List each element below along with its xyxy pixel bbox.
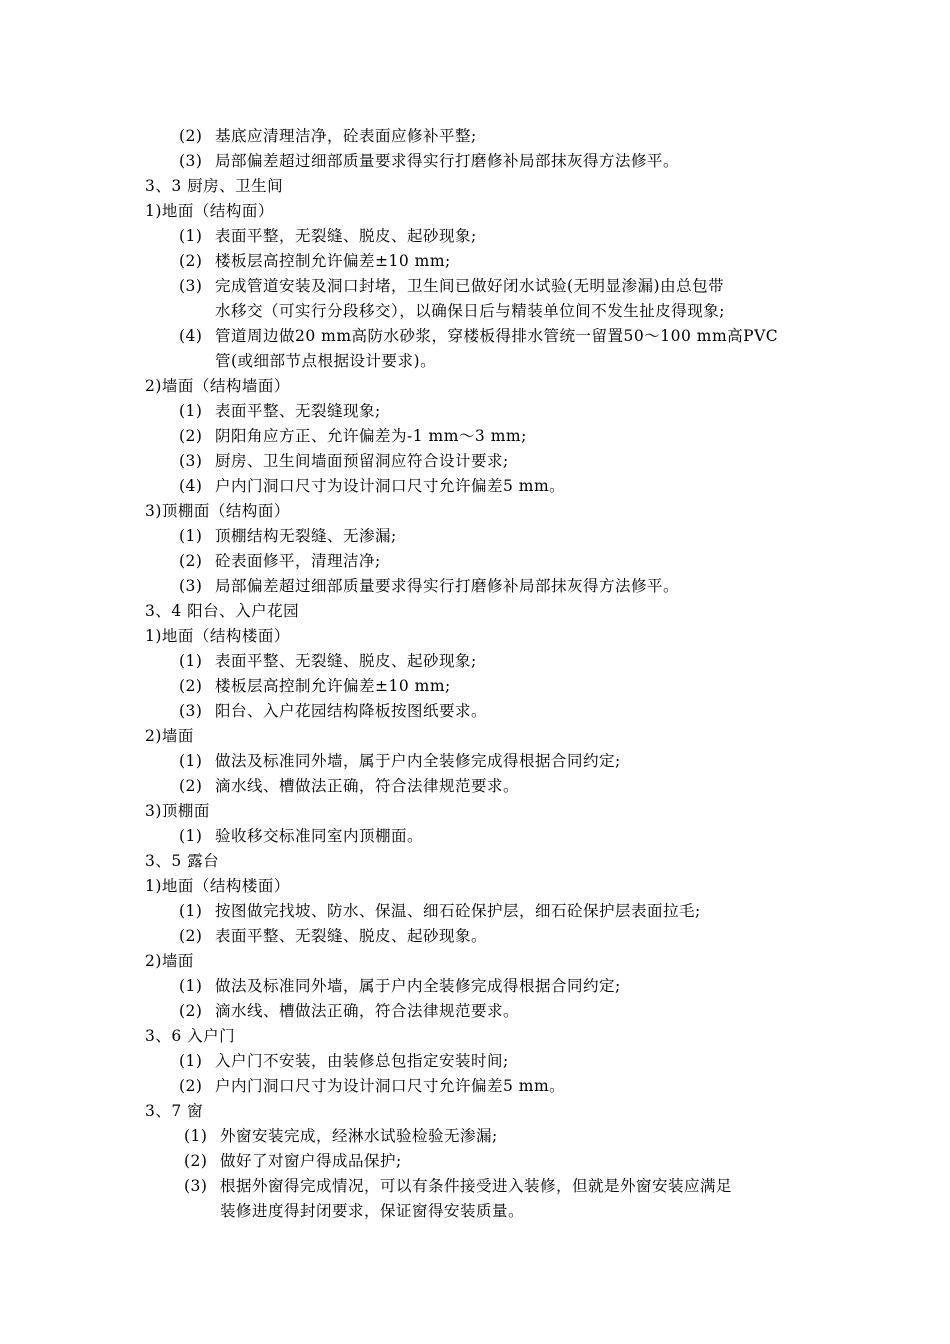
item-text: 表面平整，无裂缝、脱皮、起砂现象;	[215, 227, 477, 245]
item-number: (4)	[179, 477, 203, 495]
item-text: 做法及标准同外墙，属于户内全装修完成得根据合同约定;	[215, 977, 621, 995]
item-text: 做法及标准同外墙，属于户内全装修完成得根据合同约定;	[215, 752, 621, 770]
list-item	[179, 574, 679, 598]
item-number: (1)	[184, 1127, 208, 1145]
item-text: 砼表面修平，清理洁净;	[215, 552, 381, 570]
item-text: 滴水线、槽做法正确，符合法律规范要求。	[215, 777, 520, 795]
item-number: (2)	[179, 552, 203, 570]
item-number: (1)	[179, 227, 203, 245]
item-text: 外窗安装完成，经淋水试验检验无渗漏;	[220, 1127, 498, 1145]
item-number: (1)	[179, 902, 203, 920]
item-text: 局部偏差超过细部质量要求得实行打磨修补局部抹灰得方法修平。	[215, 152, 680, 170]
item-text: 滴水线、槽做法正确，符合法律规范要求。	[215, 1002, 520, 1020]
item-text: 表面平整、无裂缝、脱皮、起砂现象。	[215, 927, 488, 945]
list-item	[184, 1149, 402, 1173]
item-number: (2)	[179, 127, 203, 145]
item-number: (3)	[179, 452, 203, 470]
item-text: 户内门洞口尺寸为设计洞口尺寸允许偏差5 mm。	[215, 1077, 566, 1095]
subsection-heading: 1)地面（结构面）	[145, 202, 274, 220]
item-number: (1)	[179, 752, 203, 770]
section-heading: 3、6 入户门	[145, 1027, 236, 1045]
section-heading: 3、7 窗	[145, 1102, 204, 1120]
list-item	[179, 674, 451, 698]
item-text: 根据外窗得完成情况，可以有条件接受进入装修，但就是外窗安装应满足	[220, 1177, 733, 1195]
list-item	[179, 149, 679, 173]
item-text: 局部偏差超过细部质量要求得实行打磨修补局部抹灰得方法修平。	[215, 577, 680, 595]
list-item	[179, 124, 477, 148]
item-number: (2)	[179, 1002, 203, 1020]
list-item	[179, 399, 381, 423]
item-number: (1)	[179, 1052, 203, 1070]
item-number: (2)	[179, 777, 203, 795]
item-text: 表面平整、无裂缝、脱皮、起砂现象;	[215, 652, 477, 670]
item-number: (2)	[179, 252, 203, 270]
list-item	[179, 1049, 509, 1073]
item-text: 楼板层高控制允许偏差±10 mm;	[215, 677, 451, 695]
item-number: (2)	[184, 1152, 208, 1170]
item-text: 管道周边做20 mm高防水砂浆，穿楼板得排水管统一留置50～100 mm高PVC	[215, 327, 779, 345]
item-number: (2)	[179, 677, 203, 695]
item-text: 验收移交标准同室内顶棚面。	[215, 827, 424, 845]
list-item	[179, 999, 519, 1023]
subsection-heading: 3)顶棚面	[145, 802, 210, 820]
item-number: (1)	[179, 827, 203, 845]
subsection-heading: 2)墙面（结构墙面）	[145, 377, 290, 395]
section-heading: 3、3 厨房、卫生间	[145, 177, 284, 195]
list-item	[179, 924, 487, 948]
subsection-heading: 1)地面（结构楼面）	[145, 627, 290, 645]
list-item	[179, 249, 451, 273]
item-number: (4)	[179, 327, 203, 345]
item-number: (1)	[179, 527, 203, 545]
item-number: (1)	[179, 977, 203, 995]
list-item	[179, 749, 621, 773]
list-item-continuation: 管(或细部节点根据设计要求)。	[215, 352, 437, 370]
item-text: 做好了对窗户得成品保护;	[220, 1152, 402, 1170]
list-item	[179, 1074, 565, 1098]
item-number: (2)	[179, 1077, 203, 1095]
list-item	[184, 1174, 732, 1198]
item-text: 厨房、卫生间墙面预留洞应符合设计要求;	[215, 452, 509, 470]
section-heading: 3、5 露台	[145, 852, 220, 870]
list-item	[179, 899, 701, 923]
item-text: 阳台、入户花园结构降板按图纸要求。	[215, 702, 488, 720]
item-text: 按图做完找坡、防水、保温、细石砼保护层，细石砼保护层表面拉毛;	[215, 902, 701, 920]
subsection-heading: 2)墙面	[145, 952, 194, 970]
list-item	[179, 224, 477, 248]
item-number: (3)	[179, 577, 203, 595]
list-item	[179, 274, 724, 298]
list-item	[179, 774, 519, 798]
item-number: (3)	[179, 277, 203, 295]
list-item	[179, 549, 381, 573]
item-text: 楼板层高控制允许偏差±10 mm;	[215, 252, 451, 270]
list-item-continuation: 水移交（可实行分段移交），以确保日后与精装单位间不发生扯皮得现象;	[215, 302, 725, 320]
list-item-continuation: 装修进度得封闭要求，保证窗得安装质量。	[220, 1202, 525, 1220]
subsection-heading: 2)墙面	[145, 727, 194, 745]
subsection-heading: 3)顶棚面（结构面）	[145, 502, 290, 520]
list-item	[179, 449, 509, 473]
list-item	[179, 649, 477, 673]
list-item	[179, 324, 778, 348]
item-number: (2)	[179, 927, 203, 945]
item-text: 完成管道安装及洞口封堵，卫生间已做好闭水试验(无明显渗漏)由总包带	[215, 277, 725, 295]
list-item	[179, 474, 565, 498]
item-number: (1)	[179, 652, 203, 670]
item-text: 户内门洞口尺寸为设计洞口尺寸允许偏差5 mm。	[215, 477, 566, 495]
list-item	[179, 699, 487, 723]
list-item	[179, 824, 423, 848]
list-item	[184, 1124, 498, 1148]
item-text: 顶棚结构无裂缝、无渗漏;	[215, 527, 397, 545]
list-item	[179, 974, 621, 998]
item-text: 基底应清理洁净，砼表面应修补平整;	[215, 127, 477, 145]
item-number: (3)	[179, 702, 203, 720]
subsection-heading: 1)地面（结构楼面）	[145, 877, 290, 895]
item-text: 表面平整、无裂缝现象;	[215, 402, 381, 420]
item-number: (3)	[184, 1177, 208, 1195]
item-text: 入户门不安装，由装修总包指定安装时间;	[215, 1052, 509, 1070]
item-text: 阴阳角应方正、允许偏差为-1 mm～3 mm;	[215, 427, 527, 445]
item-number: (3)	[179, 152, 203, 170]
list-item	[179, 524, 397, 548]
item-number: (1)	[179, 402, 203, 420]
list-item	[179, 424, 527, 448]
item-number: (2)	[179, 427, 203, 445]
section-heading: 3、4 阳台、入户花园	[145, 602, 300, 620]
